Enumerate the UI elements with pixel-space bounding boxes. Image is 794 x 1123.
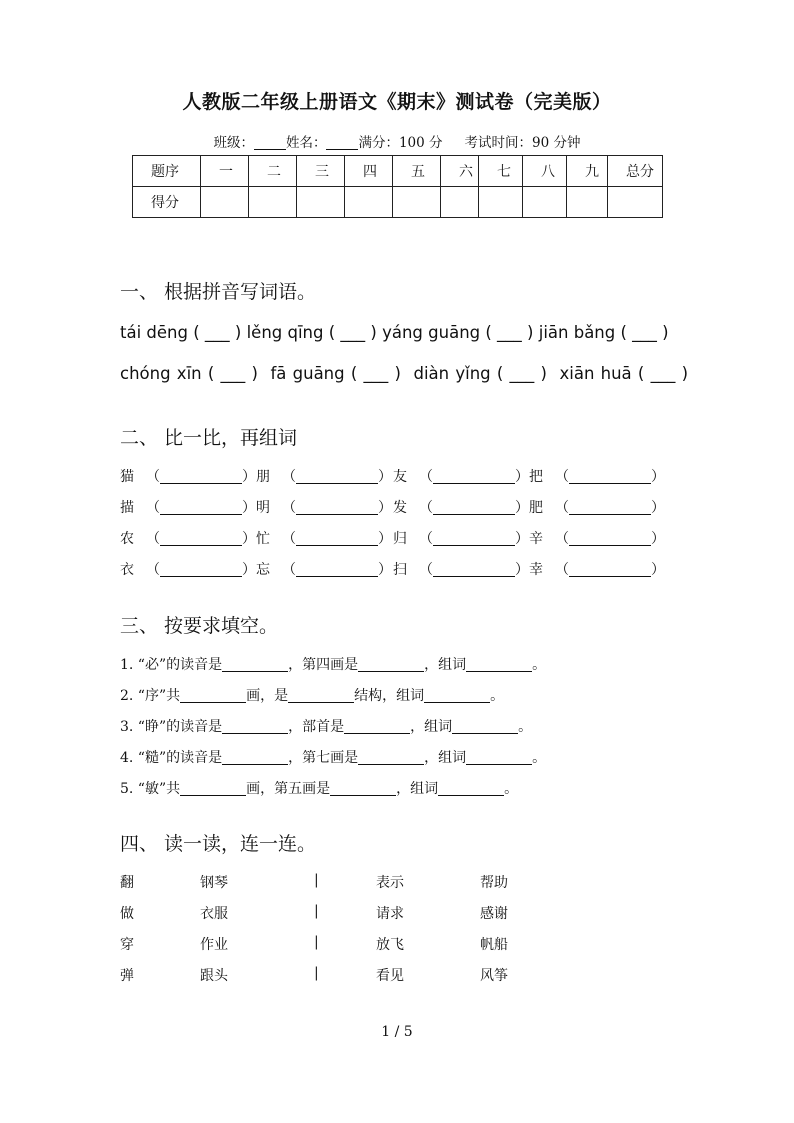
open-paren: （	[282, 469, 296, 485]
open-paren: （	[419, 562, 433, 578]
match-word[interactable]: 帆船	[480, 937, 508, 953]
fill-item	[120, 747, 546, 767]
fill-blank[interactable]	[180, 781, 246, 796]
header-cell: 五	[393, 156, 441, 187]
answer-blank[interactable]	[160, 531, 242, 546]
fill-blank[interactable]	[288, 688, 354, 703]
fill-text: 结构，组词	[354, 688, 425, 704]
fill-text: ，组词	[424, 750, 467, 766]
close-paren: ）	[378, 469, 392, 485]
fill-text: ，第七画是	[288, 750, 359, 766]
match-word[interactable]: 放飞	[376, 937, 404, 953]
section2-title: 二、 比一比，再组词	[120, 427, 298, 449]
score-cell[interactable]	[523, 187, 567, 218]
compare-item	[529, 497, 665, 517]
match-word[interactable]: 做	[120, 906, 134, 922]
answer-blank[interactable]	[296, 469, 378, 484]
fill-blank[interactable]	[452, 719, 518, 734]
header-cell: 四	[345, 156, 393, 187]
score-cell[interactable]	[441, 187, 479, 218]
exam-info	[0, 131, 794, 151]
close-paren: ）	[651, 562, 665, 578]
close-paren: ）	[515, 500, 529, 516]
compare-item	[120, 497, 256, 517]
score-header-row	[133, 156, 663, 187]
fill-text: 1. “必”的读音是	[120, 657, 223, 673]
open-paren: （	[146, 469, 160, 485]
score-cell[interactable]	[608, 187, 663, 218]
pinyin-item: yáng guāng ( ___ )	[382, 323, 534, 342]
fill-blank[interactable]	[330, 781, 396, 796]
score-cell[interactable]	[345, 187, 393, 218]
header-cell: 六	[441, 156, 479, 187]
answer-blank[interactable]	[160, 562, 242, 577]
close-paren: ）	[651, 500, 665, 516]
character: 幸	[529, 562, 543, 578]
answer-blank[interactable]	[160, 500, 242, 515]
match-word[interactable]: 跟头	[200, 968, 228, 984]
fill-text: ，组词	[410, 719, 453, 735]
fill-text: ，组词	[424, 657, 467, 673]
fill-text: 。	[518, 719, 533, 735]
compare-item	[120, 466, 256, 486]
compare-item	[120, 528, 256, 548]
class-label: 班级：	[213, 135, 254, 151]
answer-blank[interactable]	[433, 531, 515, 546]
fill-text: ，部首是	[288, 719, 345, 735]
close-paren: ）	[378, 531, 392, 547]
open-paren: （	[146, 562, 160, 578]
character: 把	[529, 469, 543, 485]
match-word[interactable]: 感谢	[480, 906, 508, 922]
fill-text: 画，是	[246, 688, 289, 704]
character: 衣	[120, 562, 134, 578]
fill-item	[120, 685, 504, 705]
fill-item	[120, 716, 532, 736]
fill-item	[120, 778, 518, 798]
match-word[interactable]: 风筝	[480, 968, 508, 984]
exam-time: 考试时间：90 分钟	[464, 135, 581, 151]
match-word[interactable]: 请求	[376, 906, 404, 922]
character: 描	[120, 500, 134, 516]
fill-text: ，第四画是	[288, 657, 359, 673]
fill-text: 2. “序”共	[120, 688, 181, 704]
open-paren: （	[282, 562, 296, 578]
compare-item	[393, 466, 529, 486]
fill-text: 。	[532, 657, 547, 673]
match-word[interactable]: 弹	[120, 968, 134, 984]
match-word[interactable]: 穿	[120, 937, 134, 953]
name-blank	[326, 135, 358, 150]
fill-item	[120, 654, 546, 674]
answer-blank[interactable]	[160, 469, 242, 484]
close-paren: ）	[242, 500, 256, 516]
character: 归	[393, 531, 407, 547]
fill-blank[interactable]	[466, 750, 532, 765]
match-word[interactable]: 帮助	[480, 875, 508, 891]
compare-item	[529, 528, 665, 548]
compare-item	[393, 528, 529, 548]
full-score: 满分：100 分	[358, 135, 443, 151]
open-paren: （	[555, 500, 569, 516]
answer-blank[interactable]	[296, 531, 378, 546]
divider: |	[314, 934, 319, 950]
character: 朋	[256, 469, 270, 485]
open-paren: （	[146, 531, 160, 547]
fill-blank[interactable]	[424, 688, 490, 703]
compare-item	[393, 497, 529, 517]
open-paren: （	[419, 531, 433, 547]
character: 肥	[529, 500, 543, 516]
fill-text: 4. “糙”的读音是	[120, 750, 223, 766]
section3-title: 三、 按要求填空。	[120, 615, 279, 637]
fill-blank[interactable]	[222, 719, 288, 734]
pinyin-item: lěng qīng ( ___ )	[246, 323, 377, 342]
match-word[interactable]: 看见	[376, 968, 404, 984]
fill-text: 。	[532, 750, 547, 766]
character: 扫	[393, 562, 407, 578]
fill-blank[interactable]	[222, 657, 288, 672]
open-paren: （	[555, 531, 569, 547]
answer-blank[interactable]	[296, 562, 378, 577]
fill-text: 3. “睁”的读音是	[120, 719, 223, 735]
header-cell: 八	[523, 156, 567, 187]
pinyin-item: diàn yǐng ( ___ )	[413, 364, 547, 383]
character: 忙	[256, 531, 270, 547]
fill-text: 5. “敏”共	[120, 781, 181, 797]
character: 猫	[120, 469, 134, 485]
fill-text: ，组词	[396, 781, 439, 797]
character: 友	[393, 469, 407, 485]
score-cell[interactable]	[249, 187, 297, 218]
pinyin-row-1	[120, 323, 669, 342]
close-paren: ）	[651, 531, 665, 547]
page-title: 人教版二年级上册语文《期末》测试卷（完美版）	[182, 91, 612, 113]
name-label: 姓名：	[285, 135, 327, 151]
score-table	[132, 155, 663, 218]
divider: |	[314, 903, 319, 919]
pinyin-item: jiān bǎng ( ___ )	[538, 323, 669, 342]
fill-blank[interactable]	[358, 750, 424, 765]
pinyin-item: tái dēng ( ___ )	[120, 323, 242, 342]
character: 农	[120, 531, 134, 547]
pinyin-row-2	[120, 364, 688, 383]
header-cell: 三	[297, 156, 345, 187]
row-label: 得分	[133, 187, 201, 218]
match-word[interactable]: 表示	[376, 875, 404, 891]
fill-text: 。	[504, 781, 519, 797]
fill-text: 。	[490, 688, 505, 704]
score-cell[interactable]	[567, 187, 608, 218]
match-word[interactable]: 作业	[200, 937, 228, 953]
answer-blank[interactable]	[433, 562, 515, 577]
answer-blank[interactable]	[569, 562, 651, 577]
answer-blank[interactable]	[569, 469, 651, 484]
match-word[interactable]: 衣服	[200, 906, 228, 922]
close-paren: ）	[242, 469, 256, 485]
score-cell[interactable]	[393, 187, 441, 218]
close-paren: ）	[378, 500, 392, 516]
score-cell[interactable]	[297, 187, 345, 218]
section4-title: 四、 读一读，连一连。	[120, 833, 317, 855]
header-cell: 九	[567, 156, 608, 187]
score-cell[interactable]	[201, 187, 249, 218]
pinyin-item: fā guāng ( ___ )	[270, 364, 401, 383]
close-paren: ）	[515, 531, 529, 547]
pinyin-item: chóng xīn ( ___ )	[120, 364, 258, 383]
page-number: 1 / 5	[381, 1024, 413, 1040]
compare-item	[256, 528, 392, 548]
close-paren: ）	[378, 562, 392, 578]
fill-blank[interactable]	[358, 657, 424, 672]
compare-item	[256, 466, 392, 486]
character: 明	[256, 500, 270, 516]
fill-text: 画，第五画是	[246, 781, 331, 797]
fill-blank[interactable]	[180, 688, 246, 703]
header-cell: 七	[479, 156, 523, 187]
compare-item	[256, 559, 392, 579]
answer-blank[interactable]	[296, 500, 378, 515]
header-cell: 二	[249, 156, 297, 187]
score-row	[133, 187, 663, 218]
answer-blank[interactable]	[433, 469, 515, 484]
character: 辛	[529, 531, 543, 547]
compare-item	[256, 497, 392, 517]
open-paren: （	[282, 531, 296, 547]
match-word[interactable]: 钢琴	[200, 875, 228, 891]
fill-blank[interactable]	[222, 750, 288, 765]
fill-blank[interactable]	[344, 719, 410, 734]
section1-title: 一、 根据拼音写词语。	[120, 281, 317, 303]
header-cell: 一	[201, 156, 249, 187]
close-paren: ）	[515, 562, 529, 578]
close-paren: ）	[242, 531, 256, 547]
character: 发	[393, 500, 407, 516]
open-paren: （	[282, 500, 296, 516]
answer-blank[interactable]	[569, 531, 651, 546]
open-paren: （	[419, 500, 433, 516]
answer-blank[interactable]	[569, 500, 651, 515]
pinyin-item: xiān huā ( ___ )	[559, 364, 689, 383]
divider: |	[314, 965, 319, 981]
answer-blank[interactable]	[433, 500, 515, 515]
header-cell: 总分	[608, 156, 663, 187]
compare-item	[120, 559, 256, 579]
close-paren: ）	[651, 469, 665, 485]
fill-blank[interactable]	[466, 657, 532, 672]
open-paren: （	[555, 469, 569, 485]
open-paren: （	[146, 500, 160, 516]
open-paren: （	[555, 562, 569, 578]
character: 忘	[256, 562, 270, 578]
compare-item	[529, 559, 665, 579]
header-cell: 题序	[133, 156, 201, 187]
open-paren: （	[419, 469, 433, 485]
compare-item	[529, 466, 665, 486]
score-cell[interactable]	[479, 187, 523, 218]
match-word[interactable]: 翻	[120, 875, 134, 891]
fill-blank[interactable]	[438, 781, 504, 796]
compare-item	[393, 559, 529, 579]
divider: |	[314, 872, 319, 888]
close-paren: ）	[242, 562, 256, 578]
close-paren: ）	[515, 469, 529, 485]
class-blank	[254, 135, 286, 150]
